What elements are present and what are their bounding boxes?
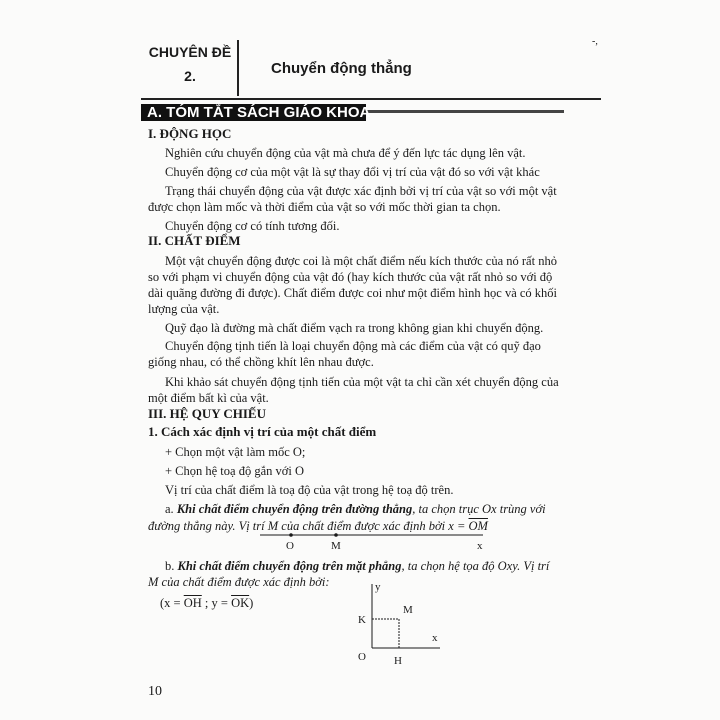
label-h: H (394, 655, 402, 667)
case-b-line-1 (165, 558, 549, 574)
paragraph-line: Quỹ đạo là đường mà chất điểm vạch ra trong không gian khi chuyển động. (165, 321, 544, 335)
chapter-title: Chuyển động thẳng (271, 60, 412, 77)
paragraph-line: Chuyển động cơ có tính tương đối. (165, 219, 340, 233)
paragraph-line: giống nhau, có thể chồng khít lên nhau được. (148, 355, 374, 369)
case-b-line-2: M của chất điểm được xác định bởi: (148, 575, 330, 589)
formula-close: ) (249, 596, 254, 610)
origin-point (289, 533, 293, 537)
chapter-topic-label: CHUYÊN ĐỀ (148, 44, 232, 60)
case-a-prefix: a. (165, 502, 177, 516)
vector-oh: $\overline{OH}$ (183, 596, 202, 610)
case-b-lead: Khi chất điểm chuyển động trên mặt phẳng (177, 559, 402, 573)
case-a-lead: Khi chất điểm chuyển động trên đường thẳng (176, 502, 413, 516)
paragraph-line: dài quãng đường đi được). Chất điểm được coi như một điểm hình học và có khối (148, 286, 558, 300)
line-axis-diagram (255, 520, 515, 550)
paragraph-line: Trạng thái chuyển động của vật được xác định bởi vị trí của vật so với một vật (165, 184, 557, 198)
page-number: 10 (148, 684, 162, 699)
label-m: M (403, 604, 413, 616)
section-3-heading: III. HỆ QUY CHIẾU (148, 406, 266, 421)
vector-om: $\overline{OM}$ (468, 519, 488, 533)
formula-open: (x = (160, 596, 184, 610)
paragraph-line: Nghiên cứu chuyển động của vật mà chưa để ý đến lực tác dụng lên vật. (165, 146, 526, 160)
formula-xy (160, 595, 253, 611)
paragraph-line: lượng của vật. (148, 302, 220, 316)
paragraph-line: Chuyển động tịnh tiến là loại chuyển động mà các điểm của vật có quỹ đạo (165, 339, 541, 353)
paragraph-line: Vị trí của chất điểm là toạ độ của vật trong hệ toạ độ trên. (165, 483, 454, 497)
label-x: x (477, 540, 483, 550)
vector-ok: $\overline{OK}$ (231, 596, 250, 610)
header-rule (141, 98, 601, 100)
formula-mid: ; y = (201, 596, 232, 610)
case-b-prefix: b. (165, 559, 178, 573)
paragraph-line: Một vật chuyển động được coi là một chất điểm nếu kích thước của nó rất nhỏ (165, 254, 557, 268)
case-a-line-2-text: đường thẳng này. Vị trí M của chất điểm được xác định bởi x = (148, 519, 469, 533)
case-a-line-1 (165, 501, 546, 517)
label-k: K (358, 614, 366, 626)
section-a-title: A. TÓM TẮT SÁCH GIÁO KHOA (147, 104, 371, 121)
case-a-rest: , ta chọn trục Ox trùng với (412, 502, 546, 516)
paragraph-line: Khi khảo sát chuyển động tịnh tiến của một vật ta chỉ cần xét chuyển động của (165, 375, 559, 389)
section-a-band-rule (366, 110, 564, 113)
point-m (334, 533, 338, 537)
section-2-heading: II. CHẤT ĐIỂM (148, 233, 241, 248)
chapter-topic-number: 2. (184, 68, 196, 84)
subsection-1-heading: 1. Cách xác định vị trí của một chất điểm (148, 424, 377, 439)
paragraph-line: Chuyển động cơ của một vật là sự thay đổi vị trí của vật đó so với vật khác (165, 165, 540, 179)
header-divider (237, 40, 239, 96)
bullet-line: + Chọn một vật làm mốc O; (165, 445, 306, 459)
plane-axis-diagram (350, 578, 460, 670)
bullet-line: + Chọn hệ toạ độ gắn với O (165, 464, 304, 478)
label-m: M (331, 540, 341, 550)
label-o: O (358, 651, 366, 663)
case-b-rest: , ta chọn hệ tọa độ Oxy. Vị trí (401, 559, 550, 573)
chapter-label (141, 40, 239, 88)
corner-mark: -, (592, 36, 598, 47)
label-y: y (375, 581, 381, 593)
section-a-band (141, 104, 564, 121)
paragraph-line: được chọn làm mốc và thời điểm của vật so với mốc thời gian ta chọn. (148, 200, 501, 214)
label-x: x (432, 632, 438, 644)
chapter-header (141, 40, 601, 102)
paragraph-line: một điểm bất kì của vật. (148, 391, 269, 405)
paragraph-line: so với phạm vi chuyển động của vật đó (hay kích thước của vật rất nhỏ so với độ (148, 270, 553, 284)
section-1-heading: I. ĐỘNG HỌC (148, 126, 232, 141)
label-o: O (286, 540, 294, 550)
